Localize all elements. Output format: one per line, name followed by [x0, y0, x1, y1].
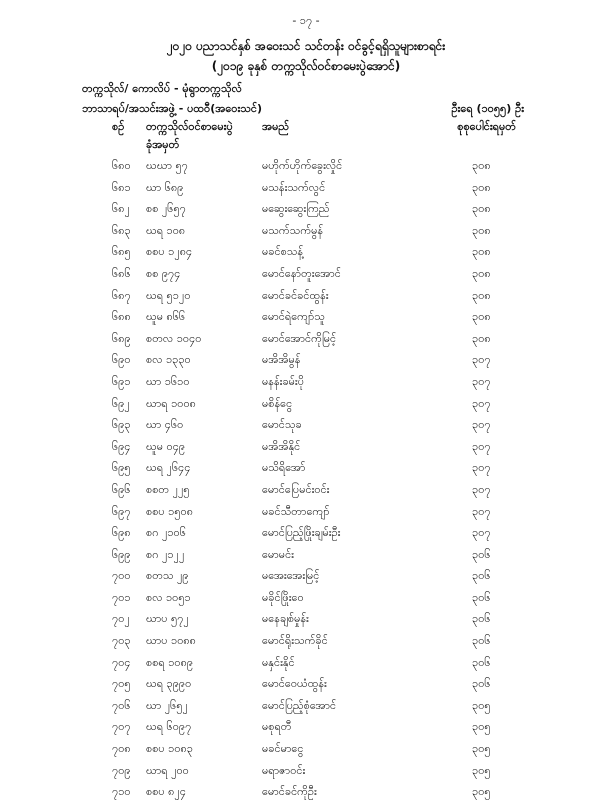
student-name: မစုရတီ	[262, 720, 292, 734]
student-name: မနှင်းနိုင်	[262, 655, 295, 669]
total-mark: ၃၀၆	[472, 569, 491, 583]
student-name: မဆွေးဆွေးကြည်	[262, 202, 330, 216]
row-number: ၇၀၆	[112, 698, 131, 712]
seat-number: စစရ ၁၀၈၉	[146, 655, 194, 669]
table-row	[0, 458, 612, 480]
seat-number: ဃာ ၄၆၀	[146, 418, 184, 432]
row-number: ၆၉၂	[112, 396, 130, 410]
seat-number: ဃူမ ၈၆၆	[146, 310, 186, 324]
student-name: မခင်သီတာကျော်	[262, 504, 330, 518]
seat-number: ဃဃာ ၅၇	[146, 159, 188, 172]
row-number: ၆၉၈	[112, 526, 131, 540]
row-number: ၆၉၃	[112, 418, 131, 432]
table-row	[0, 221, 612, 243]
row-number: ၇၀၇	[112, 720, 131, 734]
seat-number: ဃာ ၁၆၁၀	[146, 374, 190, 388]
total-mark: ၃၀၈	[472, 223, 491, 237]
row-number: ၇၀၄	[112, 655, 131, 669]
seat-number: စစ ၉၇၄	[146, 266, 181, 280]
table-row	[0, 653, 612, 675]
seat-number: ဃရ ၃၉၉၀	[146, 677, 192, 691]
total-mark: ၃၀၅	[472, 785, 491, 799]
student-name: မောင်ဝေယံထွန်း	[262, 677, 327, 691]
seat-number: ဃာပ ၁၀၈၈	[146, 634, 196, 648]
column-header-no: စဉ်	[112, 120, 125, 133]
student-name: မသက်သက်မွန်	[262, 223, 324, 237]
total-mark: ၃၀၇	[472, 439, 491, 453]
student-name: မောင်ရိုးသက်ခိုင်	[262, 634, 328, 648]
total-mark: ၃၀၆	[472, 634, 491, 648]
seat-number: စစပ ၁၅၀၈	[146, 504, 193, 518]
student-name: မခင်စသန့်	[262, 245, 304, 259]
row-number: ၇၀၂	[112, 612, 130, 626]
table-row	[0, 782, 612, 804]
seat-number: စဂ ၂၁၂၂	[146, 547, 185, 561]
seat-number: စဂ ၂၁၀၆	[146, 526, 186, 540]
table-row	[0, 286, 612, 308]
subject-label: ဘာသာရပ်/အသင်းအဖွဲ့ - ပထဝီ(အဝေးသင်)	[82, 102, 263, 115]
seat-number: ဃာ ၂၆၅၂	[146, 698, 188, 712]
student-name: မောင်ခင်ခင်ထွန်း	[262, 288, 329, 302]
student-name: မောင်ပြည့်စုံအောင်	[262, 698, 337, 712]
student-name: မသန်းသက်လွင်	[262, 180, 326, 194]
seat-number: ဃာပ ၅၇၂	[146, 612, 189, 626]
seat-number: စတသ ၂၉	[146, 569, 189, 583]
table-row	[0, 588, 612, 610]
student-name: မအေးအေးမြင့်	[262, 569, 320, 583]
table-row	[0, 696, 612, 718]
seat-number: ဃရ ၆၀၉၇	[146, 720, 192, 734]
table-row	[0, 178, 612, 200]
student-name: မောင်သုခ	[262, 418, 302, 432]
row-number: ၆၉၀	[112, 353, 131, 367]
row-number: ၇၀၁	[112, 590, 131, 604]
table-row	[0, 264, 612, 286]
total-mark: ၃၀၅	[472, 698, 491, 712]
row-number: ၆၉၉	[112, 547, 131, 561]
student-name: မောင်ပြည့်ဖြိုးချမ်းဦး	[262, 526, 341, 540]
row-number: ၆၉၁	[112, 374, 131, 388]
column-header-mark: စုစုပေါင်းရမှတ်	[457, 120, 516, 133]
seat-number: ဃာရ ၁၀၀၈	[146, 396, 196, 410]
table-row	[0, 437, 612, 459]
total-mark: ၃၀၆	[472, 547, 491, 561]
row-number: ၇၀၈	[112, 742, 131, 756]
seat-number: ဃရ ၁၀၈	[146, 223, 186, 237]
row-number: ၇၀၀	[112, 569, 131, 583]
total-mark: ၃၀၈	[472, 202, 491, 216]
table-row	[0, 566, 612, 588]
document-title: ၂၀၂၀ ပညာသင်နှစ် အဝေးသင် သင်တန်း ဝင်ခွင့်ရရှိသူများစာရင်း	[166, 39, 446, 53]
table-row	[0, 307, 612, 329]
total-mark: ၃၀၈	[472, 245, 491, 259]
column-header-seat-line2: ခုံအမှတ်	[146, 138, 180, 151]
row-number: ၆၈၂	[112, 202, 130, 216]
table-row	[0, 674, 612, 696]
total-mark: ၃၀၇	[472, 461, 491, 475]
results-list	[0, 156, 612, 804]
row-number: ၆၈၃	[112, 223, 131, 237]
table-row	[0, 609, 612, 631]
total-mark: ၃၀၅	[472, 742, 491, 756]
seat-number: ဃူမ ၀၄၉	[146, 439, 186, 453]
total-mark: ၃၀၆	[472, 590, 491, 604]
table-row	[0, 415, 612, 437]
student-name: မောင်ရဲကျော်သူ	[262, 310, 325, 324]
table-row	[0, 523, 612, 545]
student-name: မောင်အောင်ကိုမြင့်	[262, 331, 337, 345]
total-mark: ၃၀၇	[472, 396, 491, 410]
total-mark: ၃၀၆	[472, 655, 491, 669]
column-header-seat: တက္ကသိုလ်ဝင်စာမေးပွဲ	[146, 120, 233, 133]
student-name: မောမင်း	[262, 547, 294, 561]
table-row	[0, 329, 612, 351]
seat-number: စလ ၁၃၃၀	[146, 353, 191, 367]
table-row	[0, 394, 612, 416]
seat-number: စစတ ၂၂၅	[146, 482, 190, 496]
student-name: မရာဇာဝင်း	[262, 763, 306, 777]
table-row	[0, 199, 612, 221]
student-name: မဟိုက်ဟိုက်ခွေးလှိုင်	[262, 159, 343, 172]
student-name: မအိအိမွန်	[262, 353, 301, 367]
total-mark: ၃၀၈	[472, 331, 491, 345]
table-row	[0, 631, 612, 653]
total-mark: ၃၀၇	[472, 482, 491, 496]
total-mark: ၃၀၈	[472, 310, 491, 324]
table-row	[0, 372, 612, 394]
row-number: ၆၉၆	[112, 482, 131, 496]
table-row	[0, 739, 612, 761]
seat-number: ဃာရ ၂၀၀	[146, 763, 189, 777]
document-subtitle: (၂၀၁၉ ခုနှစ် တက္ကသိုလ်ဝင်စာမေးပွဲအောင်)	[211, 59, 401, 73]
row-number: ၇၀၅	[112, 677, 131, 691]
total-mark: ၃၀၈	[472, 180, 491, 194]
table-row	[0, 717, 612, 739]
seat-number: စတလ ၁၀၄၀	[146, 331, 202, 345]
student-name: မသိရိအော်	[262, 461, 306, 475]
table-row	[0, 242, 612, 264]
row-number: ၆၉၇	[112, 504, 131, 518]
seat-number: စစပ ၁၀၈၃	[146, 742, 193, 756]
row-number: ၆၈၈	[112, 310, 131, 324]
row-number: ၇၀၉	[112, 763, 131, 777]
total-mark: ၃၀၈	[472, 266, 491, 280]
row-number: ၇၁၀	[112, 785, 131, 799]
total-mark: ၃၀၇	[472, 504, 491, 518]
university-label: တက္ကသိုလ်/ ကောလိပ် - မုံရွာတက္ကသိုလ်	[82, 82, 242, 95]
total-mark: ၃၀၇	[472, 353, 491, 367]
row-number: ၆၈၀	[112, 159, 131, 172]
seat-number: ဃာ ၆၈၉	[146, 180, 184, 194]
total-mark: ၃၀၈	[472, 159, 491, 172]
seat-number: စစပ ၁၂၈၄	[146, 245, 193, 259]
student-name: မောင်ပြေမင်းဝင်း	[262, 482, 330, 496]
table-row	[0, 761, 612, 783]
total-mark: ၃၀၆	[472, 612, 491, 626]
total-count-label: ဦးရေ (၁၀၅၅) ဦး	[451, 102, 524, 115]
total-mark: ၃၀၅	[472, 720, 491, 734]
student-name: မောင်နော်တူးအောင်	[262, 266, 341, 280]
row-number: ၆၈၉	[112, 331, 131, 345]
table-row	[0, 502, 612, 524]
student-name: မအိအိနိုင်	[262, 439, 301, 453]
seat-number: စစ ၂၆၅၇	[146, 202, 186, 216]
student-name: မခိုင်ဖြိုးဝေ	[262, 590, 304, 604]
row-number: ၇၀၃	[112, 634, 131, 648]
seat-number: စလ ၁၀၅၁	[146, 590, 191, 604]
total-mark: ၃၀၇	[472, 526, 491, 540]
student-name: မောင်ခင်ကိုဦး	[262, 785, 317, 799]
row-number: ၆၈၆	[112, 266, 131, 280]
row-number: ၆၉၄	[112, 439, 131, 453]
column-header-name: အမည်	[262, 120, 290, 133]
row-number: ၆၈၁	[112, 180, 131, 194]
row-number: ၆၈၇	[112, 288, 131, 302]
seat-number: ဃရ ၅၁၂၀	[146, 288, 191, 302]
seat-number: ဃရ ၂၆၄၄	[146, 461, 191, 475]
student-name: မစိန်ငွေ	[262, 396, 293, 410]
table-row	[0, 350, 612, 372]
total-mark: ၃၀၅	[472, 763, 491, 777]
table-row	[0, 480, 612, 502]
page-number: - ၁၇ -	[292, 14, 320, 27]
table-row	[0, 156, 612, 178]
seat-number: စစပ ၈၂၄	[146, 785, 187, 799]
total-mark: ၃၀၇	[472, 418, 491, 432]
row-number: ၆၈၅	[112, 245, 131, 259]
total-mark: ၃၀၇	[472, 374, 491, 388]
student-name: မနေချစ်မှုန်း	[262, 612, 309, 626]
student-name: မခင်မာငွေ	[262, 742, 304, 756]
total-mark: ၃၀၆	[472, 677, 491, 691]
total-mark: ၃၀၈	[472, 288, 491, 302]
row-number: ၆၉၅	[112, 461, 131, 475]
student-name: မနန်းခမ်းပို	[262, 374, 305, 388]
table-row	[0, 545, 612, 567]
